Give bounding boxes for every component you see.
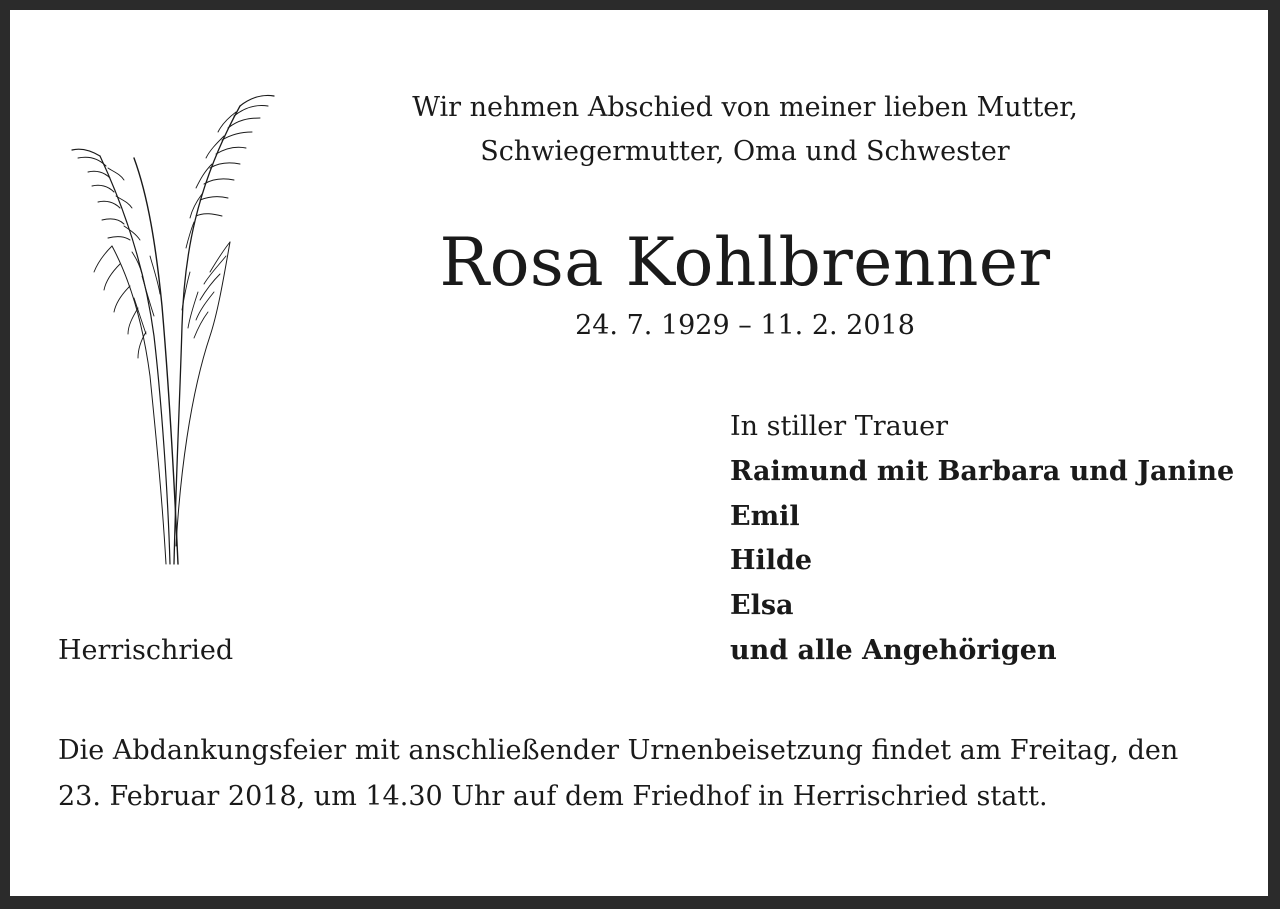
intro-line-2: Schwiegermutter, Oma und Schwester — [480, 136, 1010, 167]
life-dates: 24. 7. 1929 – 11. 2. 2018 — [575, 310, 915, 341]
mourner-name: Raimund mit Barbara und Janine — [730, 455, 1235, 487]
mourner-name: und alle Angehörigen — [730, 634, 1057, 666]
mourner-name: Elsa — [730, 590, 794, 622]
reed-grass-icon — [50, 76, 280, 571]
intro-text — [340, 86, 1150, 174]
obituary-notice — [10, 10, 1268, 896]
mourner-name: Hilde — [730, 545, 813, 577]
deceased-name: Rosa Kohlbrenner — [439, 224, 1051, 301]
intro-line-1: Wir nehmen Abschied von meiner lieben Mutter, — [412, 92, 1078, 123]
mourners-block — [730, 405, 1260, 674]
ceremony-info — [58, 728, 1222, 820]
ceremony-line-1: Die Abdankungsfeier mit anschließender Urnenbeisetzung findet am Freitag, den — [58, 735, 1179, 766]
mourners-heading: In stiller Trauer — [730, 411, 949, 442]
mourner-name: Emil — [730, 500, 800, 532]
place-name: Herrischried — [58, 635, 234, 666]
ceremony-line-2: 23. Februar 2018, um 14.30 Uhr auf dem Friedhof in Herrischried statt. — [58, 781, 1048, 812]
